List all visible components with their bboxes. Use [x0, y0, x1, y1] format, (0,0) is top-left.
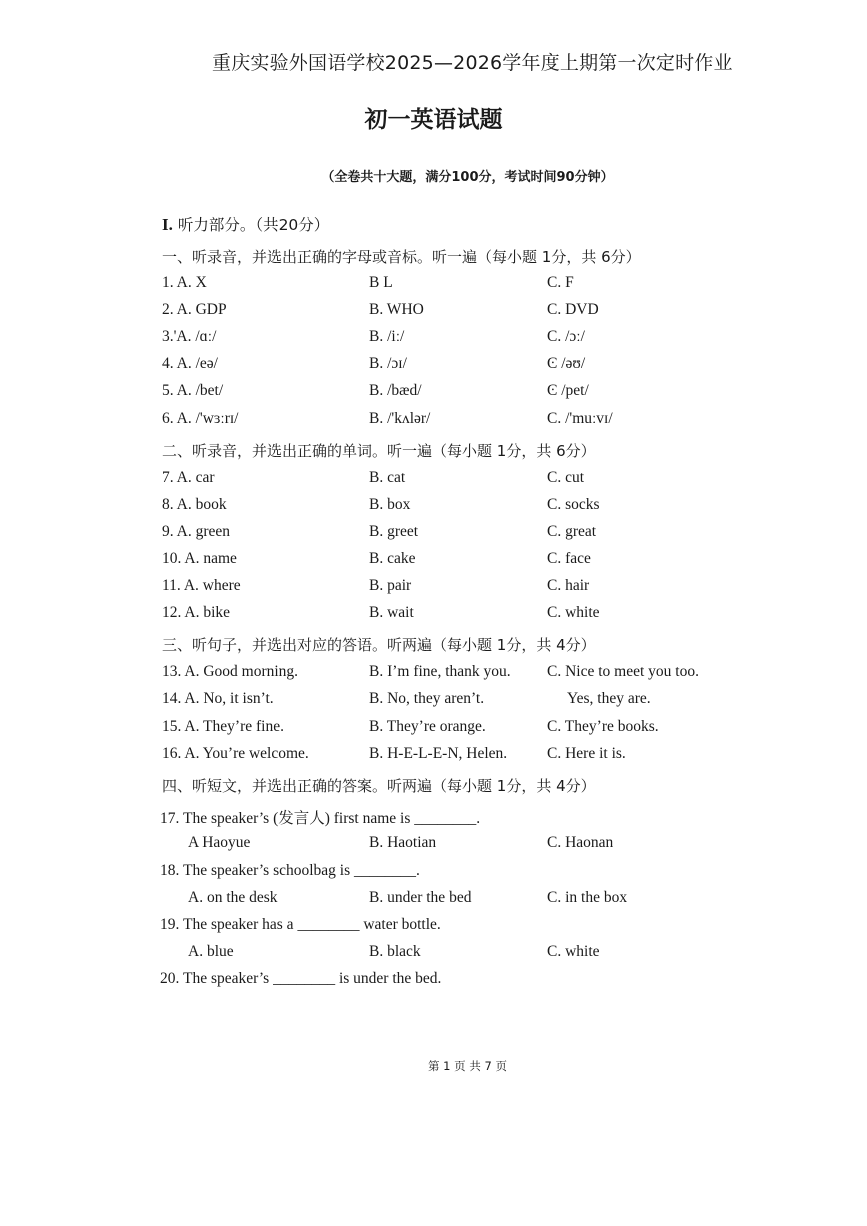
option-a: 13. A. Good morning. — [162, 663, 299, 680]
option-a: A. on the desk — [188, 889, 278, 906]
option-b: B. No, they aren’t. — [369, 690, 485, 707]
option-a: 11. A. where — [162, 577, 241, 594]
option-a: 6. A. /'wɜːrɪ/ — [162, 410, 239, 427]
option-a: 10. A. name — [162, 550, 237, 567]
exam-note: （全卷共十大题，满分100分，考试时间90分钟） — [321, 170, 614, 185]
option-b: B. greet — [369, 523, 419, 540]
option-a: 7. A. car — [162, 469, 215, 486]
option-c: C. cut — [547, 469, 585, 486]
option-c: C. DVD — [547, 301, 599, 318]
option-a: 8. A. book — [162, 496, 227, 513]
option-c: C. great — [547, 523, 597, 540]
option-a: 1. A. X — [162, 274, 207, 291]
option-b: B. H-E-L-E-N, Helen. — [369, 745, 508, 762]
option-a: 4. A. /eə/ — [162, 355, 218, 372]
school-header: 重庆实验外国语学校2025—2026学年度上期第一次定时作业 — [212, 52, 733, 74]
option-b: B. /bæd/ — [369, 382, 422, 399]
option-b: B. They’re orange. — [369, 718, 486, 735]
option-c: C. white — [547, 943, 600, 960]
option-b: B. under the bed — [369, 889, 472, 906]
option-a: 12. A. bike — [162, 604, 231, 621]
option-c: C. Haonan — [547, 834, 614, 851]
option-a: 3.'A. /ɑː/ — [162, 328, 217, 345]
option-b: B. pair — [369, 577, 412, 594]
section-heading: 二、听录音，并选出正确的单词。听一遍（每小题 1分，共 6分） — [162, 442, 596, 460]
option-b: B. black — [369, 943, 421, 960]
option-a: A. blue — [188, 943, 234, 960]
option-c: C. /ɔː/ — [547, 328, 585, 345]
option-a: 2. A. GDP — [162, 301, 227, 318]
section-heading: 三、听句子，并选出对应的答语。听两遍（每小题 1分，共 4分） — [162, 636, 596, 654]
option-b: B. box — [369, 496, 411, 513]
option-a: 5. A. /bet/ — [162, 382, 224, 399]
option-c: C. hair — [547, 577, 590, 594]
option-c: C. F — [547, 274, 574, 291]
option-c: C. face — [547, 550, 591, 567]
option-a: 9. A. green — [162, 523, 231, 540]
part-label: 听力部分。（共20分） — [177, 216, 330, 234]
option-c: C. white — [547, 604, 600, 621]
question-stem: 17. The speaker’s (发言人) first name is ________. — [160, 810, 481, 827]
option-a: 16. A. You’re welcome. — [162, 745, 309, 762]
option-b: B. /iː/ — [369, 328, 405, 345]
option-c: C. They’re books. — [547, 718, 659, 735]
option-c: C. Here it is. — [547, 745, 626, 762]
page-footer: 第 1 页 共 7 页 — [428, 1059, 507, 1073]
question-stem: 19. The speaker has a ________ water bottle. — [160, 916, 441, 933]
option-c: C. socks — [547, 496, 600, 513]
option-b: B L — [369, 274, 393, 291]
option-c: Ͼ /pet/ — [547, 382, 589, 399]
option-a: 15. A. They’re fine. — [162, 718, 284, 735]
option-b: B. /ɔɪ/ — [369, 355, 407, 372]
option-b: B. cat — [369, 469, 406, 486]
option-c: C. in the box — [547, 889, 628, 906]
option-a: 14. A. No, it isn’t. — [162, 690, 274, 707]
part-number: I. — [162, 215, 173, 234]
option-b: B. I’m fine, thank you. — [369, 663, 511, 680]
section-heading: 四、听短文，并选出正确的答案。听两遍（每小题 1分，共 4分） — [162, 777, 596, 795]
option-b: B. cake — [369, 550, 416, 567]
option-c: Yes, they are. — [567, 690, 651, 707]
exam-title: 初一英语试题 — [364, 107, 503, 133]
option-b: B. /'kʌlər/ — [369, 410, 431, 427]
option-b: B. WHO — [369, 301, 424, 318]
option-b: B. wait — [369, 604, 414, 621]
option-c: Ͼ /əʊ/ — [547, 355, 586, 372]
part-heading — [162, 213, 329, 235]
section-heading: 一、听录音，并选出正确的字母或音标。听一遍（每小题 1分，共 6分） — [162, 248, 641, 266]
question-stem: 18. The speaker’s schoolbag is ________. — [160, 862, 420, 879]
option-c: C. /'muːvɪ/ — [547, 410, 613, 427]
option-c: C. Nice to meet you too. — [547, 663, 699, 680]
option-a: A Haoyue — [188, 834, 251, 851]
option-b: B. Haotian — [369, 834, 437, 851]
question-stem: 20. The speaker’s ________ is under the bed. — [160, 970, 442, 987]
